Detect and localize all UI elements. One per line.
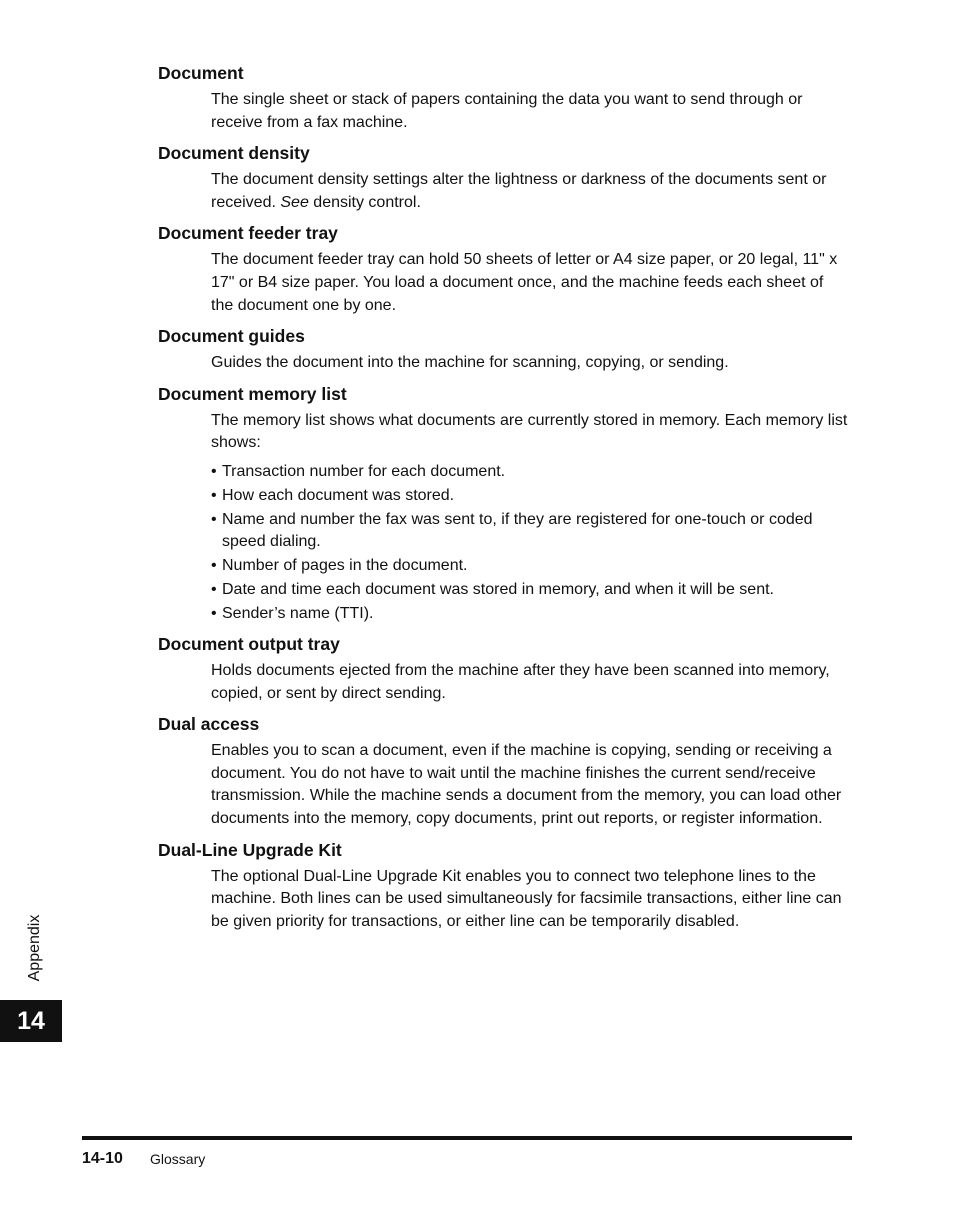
list-item-text: How each document was stored.: [222, 487, 455, 505]
bullet-icon: •: [211, 605, 217, 623]
term-definition: [211, 866, 850, 934]
bullet-icon: •: [211, 581, 217, 599]
section-side-label: [22, 905, 48, 993]
term-definition: [211, 249, 850, 317]
term-heading: Document: [158, 63, 244, 83]
list-item: [211, 509, 850, 552]
glossary-entry-document-output-tray: [158, 633, 850, 705]
list-item-text: Sender’s name (TTI).: [222, 605, 374, 623]
glossary-entry-document-memory-list: [158, 383, 850, 625]
bullet-icon: •: [211, 511, 217, 529]
term-heading: Document density: [158, 143, 310, 164]
definition-text: Enables you to scan a document, even if the machine is copying, sending or receiving a document. You do not have to wait until the machine finishes the current send/receive transmission. While the machine sends a document from the memory, you can load other documents into the memory, copy documents, print out reports, or register information.: [211, 742, 842, 828]
bullet-icon: •: [211, 462, 217, 480]
definition-text: The optional Dual-Line Upgrade Kit enables you to connect two telephone lines to the machine. Both lines can be used simultaneously for facsimile transactions, either line can be given priority for transactions, or either line can be temporarily disabled.: [211, 867, 842, 930]
definition-text: The memory list shows what documents are currently stored in memory. Each memory list shows:: [211, 411, 848, 452]
list-item-text: Transaction number for each document.: [222, 462, 506, 480]
glossary-entry-document-guides: [158, 325, 850, 375]
definition-text-part: The document density settings alter the lightness or darkness of the documents sent or received.: [211, 171, 827, 211]
bullet-icon: •: [211, 557, 217, 575]
glossary-content: [158, 62, 850, 941]
term-heading: Dual-Line Upgrade Kit: [158, 839, 342, 860]
definition-text-part: density control.: [308, 193, 421, 211]
glossary-entry-document-feeder-tray: [158, 222, 850, 317]
term-definition: [211, 740, 850, 830]
see-reference: See: [280, 193, 309, 211]
term-definition: [211, 89, 850, 134]
list-item: [211, 555, 850, 577]
list-item: [211, 579, 850, 601]
term-heading: Document memory list: [158, 383, 347, 404]
chapter-tab: 14: [0, 1000, 62, 1042]
bullet-icon: •: [211, 487, 217, 505]
list-item-text: Name and number the fax was sent to, if they are registered for one-touch or coded speed dialing.: [222, 511, 813, 550]
list-item: [211, 603, 850, 625]
term-heading: Document feeder tray: [158, 223, 338, 244]
glossary-entry-document-density: [158, 142, 850, 214]
glossary-entry-dual-access: [158, 713, 850, 830]
definition-text: [211, 169, 850, 214]
definition-text: The single sheet or stack of papers containing the data you want to send through or receive from a fax machine.: [211, 91, 803, 131]
list-item: [211, 485, 850, 507]
term-heading: Dual access: [158, 714, 260, 735]
list-item-text: Number of pages in the document.: [222, 557, 468, 575]
glossary-entry-document: [158, 62, 850, 134]
term-definition: [211, 352, 850, 375]
bullet-list: [211, 461, 850, 625]
definition-text: The document feeder tray can hold 50 sheets of letter or A4 size paper, or 20 legal, 11" x 17" or B4 size paper. You load a document once, and the machine feeds each sheet of the document one by one.: [211, 251, 838, 314]
term-definition: [211, 169, 850, 214]
list-item-text: Date and time each document was stored in memory, and when it will be sent.: [222, 581, 774, 599]
definition-text: Holds documents ejected from the machine after they have been scanned into memory, copied, or sent by direct sending.: [211, 662, 830, 702]
list-item: [211, 461, 850, 483]
footer-title: Glossary: [150, 1151, 206, 1167]
side-label-text: Appendix: [26, 914, 43, 982]
page-number: 14-10: [82, 1150, 123, 1167]
definition-text: Guides the document into the machine for scanning, copying, or sending.: [211, 354, 729, 372]
term-definition: [211, 410, 850, 625]
term-definition: [211, 660, 850, 705]
footer-divider: [82, 1136, 852, 1140]
term-heading: Document output tray: [158, 634, 340, 655]
term-heading: Document guides: [158, 326, 305, 347]
glossary-entry-dual-line-upgrade-kit: [158, 839, 850, 934]
